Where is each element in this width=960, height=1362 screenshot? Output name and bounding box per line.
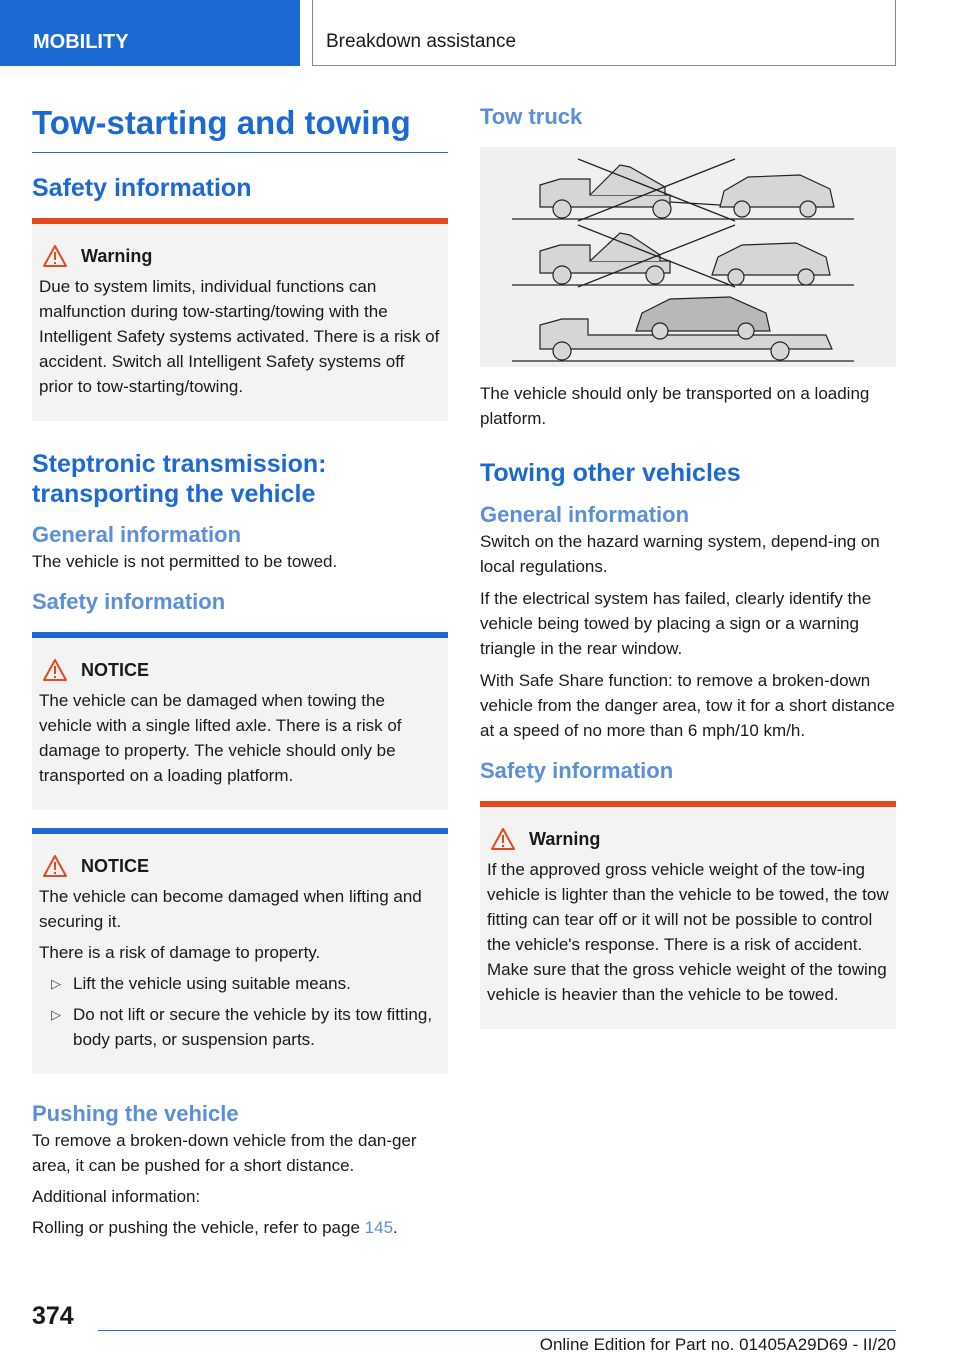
tow-truck-heading: Tow truck <box>480 104 583 129</box>
edition-text: Online Edition for Part no. 01405A29D69 - II/20 <box>539 1335 896 1354</box>
warning-triangle-icon <box>43 855 67 877</box>
tow-truck-illustration <box>480 147 896 367</box>
warning-triangle-icon <box>491 828 515 850</box>
warning-triangle-icon <box>43 659 67 681</box>
list-item-text: Do not lift or secure the vehicle by its tow fitting, body parts, or suspension parts. <box>73 1005 433 1049</box>
warning-header <box>487 827 889 851</box>
page-header <box>0 0 960 66</box>
page-number: 374 <box>32 1302 74 1330</box>
notice-text: The vehicle can be damaged when towing the vehicle with a single lifted axle. There is a risk of damage to property. The vehicle should only be transported on a loading platform. <box>39 691 402 785</box>
section-tab: MOBILITY <box>0 0 300 66</box>
safety-information-heading: Safety information <box>32 174 252 202</box>
pushing-vehicle-heading: Pushing the vehicle <box>32 1101 239 1126</box>
warning-box <box>32 218 448 421</box>
notice-box <box>32 632 448 810</box>
pushing-vehicle-text: To remove a broken-down vehicle from the dan‐ger area, it can be pushed for a short distance. <box>32 1131 417 1175</box>
notice-header <box>39 658 441 682</box>
notice-box <box>32 828 448 1074</box>
bullet-triangle-icon: ▷ <box>51 1007 61 1022</box>
warning-label: Warning <box>529 829 601 849</box>
additional-information-label: Additional information: <box>32 1187 201 1206</box>
tow-truck-image <box>480 147 896 367</box>
warning-header <box>39 244 441 268</box>
page-link[interactable]: 145 <box>364 1218 394 1237</box>
list-item-text: Lift the vehicle using suitable means. <box>73 974 351 993</box>
general-information-text: If the electrical system has failed, clearly identify the vehicle being towed by placing a sign or a warning triangle in the rear window. <box>480 589 872 658</box>
warning-text: If the approved gross vehicle weight of the tow‐ing vehicle is lighter than the vehicle to be towed, the tow fitting can tear off or it will not be possible to control the vehicle's response. There is a risk of accident. Make sure that the gross vehicle weight of the towing vehicle is heavier than the vehicle to be towed. <box>487 860 889 1004</box>
steptronic-heading: Steptronic transmission: transporting the vehicle <box>32 450 327 508</box>
right-column <box>480 100 896 1029</box>
list-item <box>39 1002 441 1052</box>
general-information-text: The vehicle is not permitted to be towed. <box>32 552 338 571</box>
bullet-triangle-icon: ▷ <box>51 976 61 991</box>
warning-box <box>480 801 896 1029</box>
general-information-heading: General information <box>32 522 242 547</box>
notice-header <box>39 854 441 878</box>
general-information-heading: General information <box>480 502 690 527</box>
safety-information-subheading: Safety information <box>32 589 226 614</box>
towing-other-vehicles-heading: Towing other vehicles <box>480 459 741 487</box>
tow-truck-text: The vehicle should only be transported on a loading platform. <box>480 384 870 428</box>
page-reference: Rolling or pushing the vehicle, refer to page 145. <box>32 1218 398 1237</box>
left-column <box>32 100 448 1240</box>
chapter-tab: Breakdown assistance <box>312 0 896 66</box>
list-item <box>39 971 441 996</box>
general-information-text: Switch on the hazard warning system, depend‐ing on local regulations. <box>480 532 880 576</box>
general-information-text: With Safe Share function: to remove a broken-down vehicle from the danger area, tow it for a short distance at a speed of no more than 6 mph/10 km/h. <box>480 671 895 740</box>
warning-text: Due to system limits, individual functions can malfunction during tow-starting/towing with the Intelligent Safety systems activated. There is a risk of accident. Switch all Intelligent Safety systems off prior to tow-starting/towing. <box>39 277 440 396</box>
warning-triangle-icon <box>43 245 67 267</box>
notice-text: The vehicle can become damaged when lifting and securing it. <box>39 887 422 931</box>
warning-label: Warning <box>81 246 153 266</box>
notice-label: NOTICE <box>81 856 150 876</box>
notice-label: NOTICE <box>81 660 150 680</box>
page-title: Tow-starting and towing <box>32 100 448 153</box>
footer-divider <box>98 1330 896 1331</box>
notice-text: There is a risk of damage to property. <box>39 943 321 962</box>
safety-information-heading: Safety information <box>480 758 674 783</box>
